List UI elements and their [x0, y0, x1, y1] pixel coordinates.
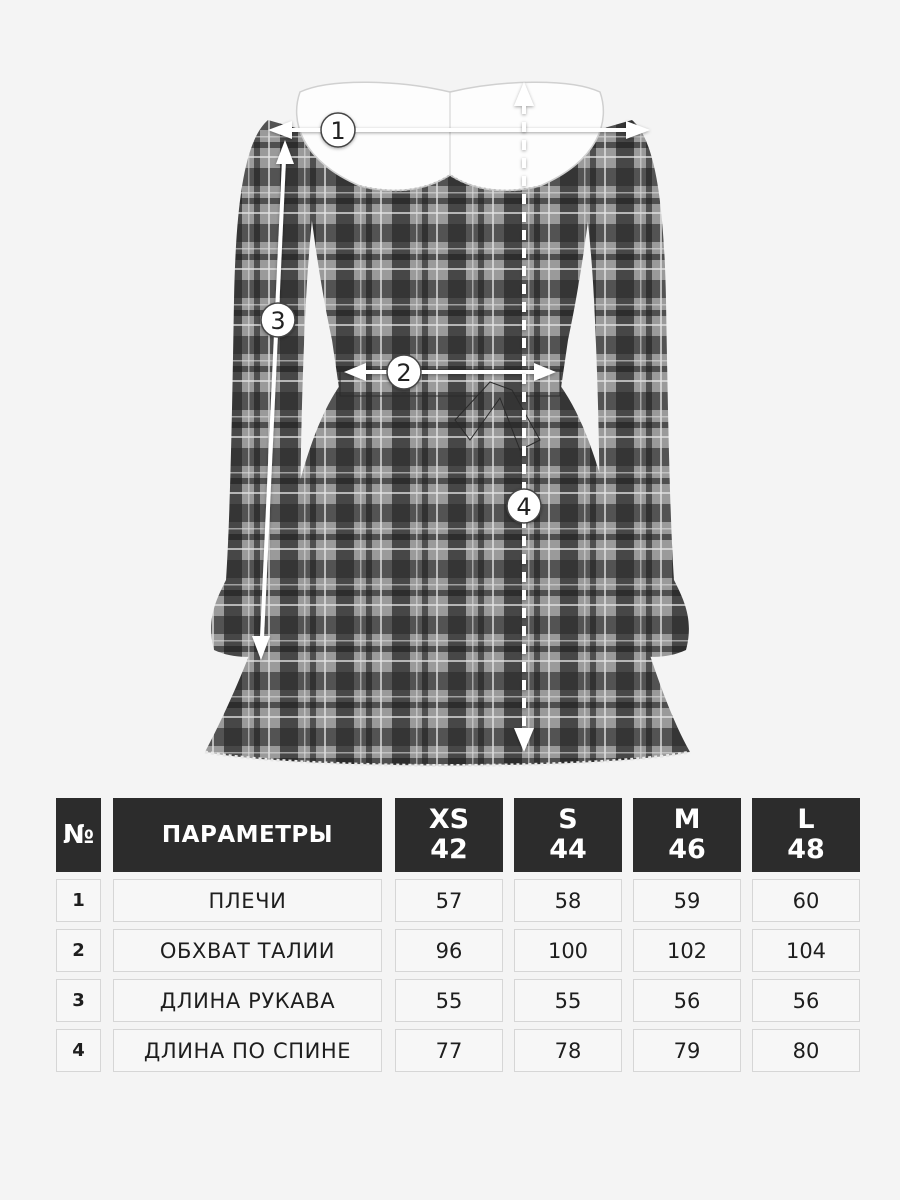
row-2-number: 2 [56, 929, 101, 972]
row-2-value-xs: 96 [395, 929, 503, 972]
size-letter: S [558, 804, 578, 835]
row-1-value-xs: 57 [395, 879, 503, 922]
marker-2: 2 [396, 359, 412, 387]
header-number: № [56, 798, 101, 872]
row-1-parameter: ПЛЕЧИ [113, 879, 382, 922]
row-2-parameter: ОБХВАТ ТАЛИИ [113, 929, 382, 972]
size-number: 46 [668, 834, 706, 865]
header-size-xs [395, 798, 503, 872]
row-4-value-xs: 77 [395, 1029, 503, 1072]
row-2-value-s: 100 [514, 929, 622, 972]
size-letter: XS [428, 804, 470, 835]
header-size-m [633, 798, 741, 872]
row-4-value-l: 80 [752, 1029, 860, 1072]
size-number: 48 [787, 834, 825, 865]
skirt-ruffle [205, 640, 690, 766]
row-3-value-s: 55 [514, 979, 622, 1022]
row-3-parameter: ДЛИНА РУКАВА [113, 979, 382, 1022]
header-size-l [752, 798, 860, 872]
marker-3: 3 [270, 307, 286, 335]
row-3-value-xs: 55 [395, 979, 503, 1022]
header-parameters: ПАРАМЕТРЫ [113, 798, 382, 872]
row-4-value-s: 78 [514, 1029, 622, 1072]
peplum [262, 385, 640, 667]
row-4-parameter: ДЛИНА ПО СПИНЕ [113, 1029, 382, 1072]
row-1-value-s: 58 [514, 879, 622, 922]
row-3-value-l: 56 [752, 979, 860, 1022]
size-letter: L [797, 804, 815, 835]
size-number: 42 [430, 834, 468, 865]
header-size-s [514, 798, 622, 872]
row-1-value-l: 60 [752, 879, 860, 922]
row-3-number: 3 [56, 979, 101, 1022]
row-4-number: 4 [56, 1029, 101, 1072]
marker-4: 4 [516, 493, 532, 521]
row-2-value-m: 102 [633, 929, 741, 972]
size-number: 44 [549, 834, 587, 865]
row-3-value-m: 56 [633, 979, 741, 1022]
row-2-value-l: 104 [752, 929, 860, 972]
marker-1: 1 [330, 117, 346, 145]
row-1-value-m: 59 [633, 879, 741, 922]
size-letter: M [673, 804, 701, 835]
row-4-value-m: 79 [633, 1029, 741, 1072]
row-1-number: 1 [56, 879, 101, 922]
